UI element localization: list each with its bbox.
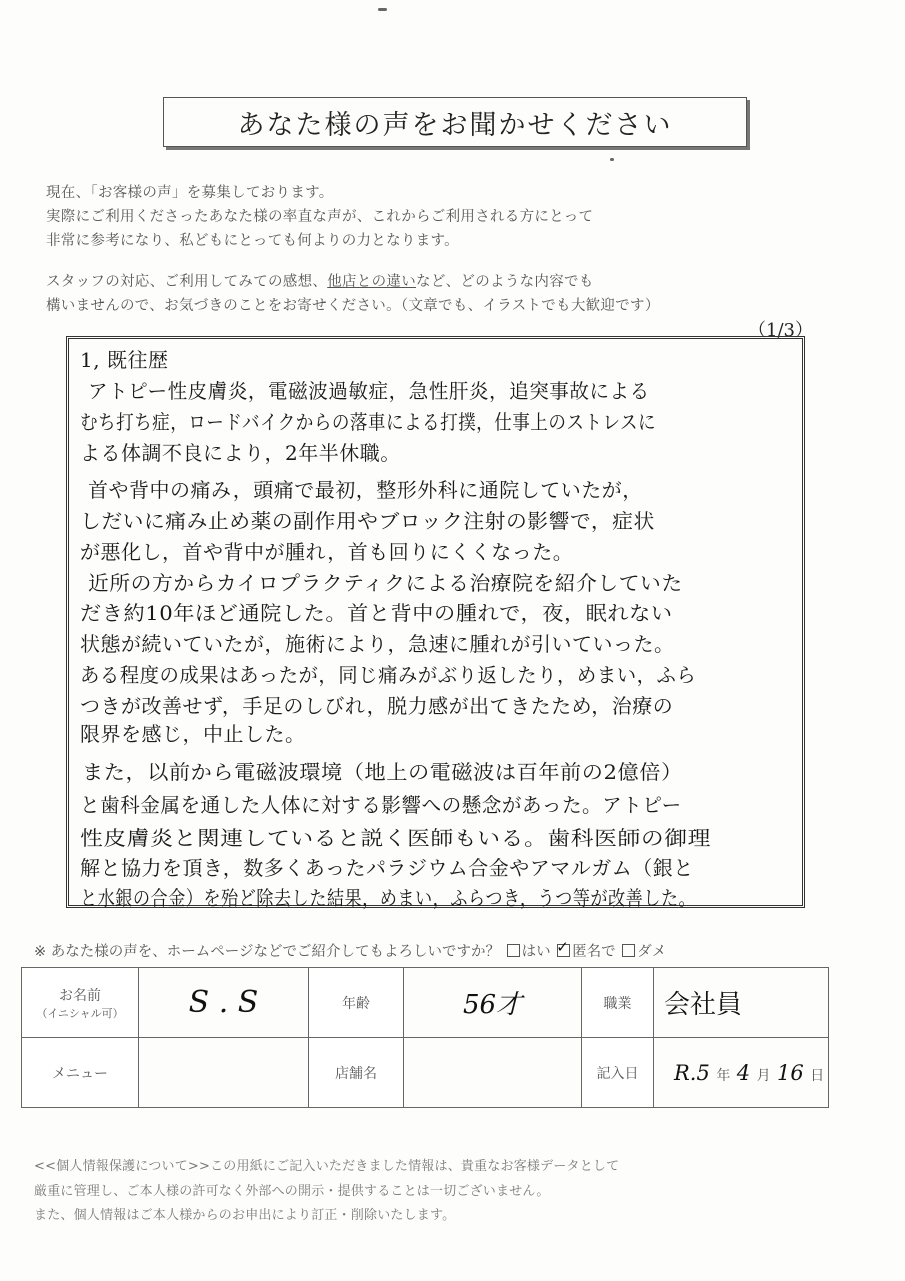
store-field[interactable] [404,1038,582,1108]
table-row [22,968,829,1038]
job-field[interactable] [654,968,829,1038]
month-unit: 月 [756,1067,771,1084]
intro-line-1: 現在、「お客様の声」を募集しております。 [46,185,334,201]
checkbox-yes[interactable] [507,944,520,957]
year-unit: 年 [716,1067,731,1084]
form-title-text: あなた様の声をお聞かせください [237,109,673,141]
name-value: S . S [188,985,259,1020]
intro-line-2: 実際にご利用くださったあなた様の率直な声が、これからご利用される方にとって [46,209,594,225]
handwritten-line: 近所の方からカイロプラクティクによる治療院を紹介していた [88,571,683,595]
date-era: R.5 [674,1060,710,1085]
handwritten-line: ある程度の成果はあったが，同じ痛みがぶり返したり，めまい，ふら [80,663,697,687]
menu-field[interactable] [139,1038,309,1108]
handwritten-line: また，以前から電磁波環境（地上の電磁波は百年前の2億倍） [82,760,683,784]
intro-line-3: 非常に参考になり、私どもにとっても何よりの力となります。 [46,233,459,249]
job-label: 職業 [582,968,654,1038]
intro-line-4-end: など、どのような内容でも [416,274,594,290]
option-no-label: ダメ [637,944,667,960]
name-field[interactable] [139,968,309,1038]
handwritten-line: アトピー性皮膚炎，電磁波過敏症，急性肝炎，追突事故による [88,379,650,403]
scan-speck [378,8,387,11]
permission-question [34,940,666,961]
handwritten-line: つきが改善せず，手足のしびれ，脱力感が出てきたため，治療の [80,694,674,718]
handwritten-line: 性皮膚炎と関連していると説く医師もいる。歯科医師の御理 [80,826,711,850]
date-label: 記入日 [582,1038,654,1108]
handwritten-line: 限界を感じ，中止した。 [80,722,306,746]
name-label: お名前 [59,987,101,1004]
table-row [22,1038,829,1108]
option-anonymous-label: 匿名で [572,944,616,960]
intro-line-5: 構いませんので、お気づきのことをお寄せください。（文章でも、イラストでも大歓迎です） [46,298,660,314]
option-yes-label: はい [521,944,551,960]
intro-line-4 [46,270,594,291]
permission-question-text: ※ あなた様の声を、ホームページなどでご紹介してもよろしいですか？ [34,944,500,960]
customer-info-table [21,967,829,1108]
privacy-line-3: また、個人情報はご本人様からのお申出により訂正・削除いたします。 [34,1208,456,1223]
date-day: 16 [777,1060,804,1085]
checkbox-no[interactable] [622,944,635,957]
store-label: 店舗名 [309,1038,404,1108]
intro-line-4-start: スタッフの対応、ご利用してみての感想、 [46,274,328,290]
age-value: 56才 [462,990,523,1020]
handwritten-line: 状態が続いていたが，施術により，急速に腫れが引いていった。 [80,632,675,656]
form-title [163,97,747,147]
job-value: 会社員 [664,990,743,1020]
handwritten-line: 1, 既往歴 [80,348,169,372]
scan-speck [610,158,614,161]
name-label-cell [22,968,139,1038]
handwritten-line: 首や背中の痛み，頭痛で最初，整形外科に通院していたが， [88,478,643,502]
handwritten-line: と水銀の合金）を殆ど除去した結果，めまい，ふらつき，うつ等が改善した。 [80,886,697,910]
privacy-line-2: 厳重に管理し、ご本人様の許可なく外部への開示・提供することは一切ございません。 [34,1184,550,1199]
handwritten-line: だき約10年ほど通院した。首と背中の腫れで，夜，眠れない [80,601,673,625]
handwritten-line: が悪化し，首や背中が腫れ，首も回りにくくなった。 [80,540,574,564]
handwritten-line: と歯科金属を通した人体に対する影響への懸念があった。アトピー [80,793,682,817]
privacy-line-1: <<個人情報保護について>>この用紙にご記入いただきました情報は、貴重なお客様データとして [34,1159,620,1174]
day-unit: 日 [810,1067,825,1084]
date-month: 4 [736,1060,751,1085]
page-number: （1/3） [748,320,813,341]
handwritten-line: むち打ち症，ロードバイクからの落車による打撲，仕事上のストレスに [80,410,657,434]
handwritten-line: 解と協力を頂き，数多くあったパラジウム合金やアマルガム（銀と [80,856,694,880]
handwritten-line: しだいに痛み止め薬の副作用やブロック注射の影響で，症状 [80,509,655,533]
handwritten-line: よる体調不良により，2年半休職。 [80,441,401,465]
intro-underlined-phrase: 他店との違い [327,274,417,290]
menu-label: メニュー [22,1038,139,1108]
checkbox-anonymous[interactable] [557,944,570,957]
age-label: 年齢 [309,968,404,1038]
age-field[interactable] [404,968,582,1038]
date-field[interactable] [654,1038,829,1108]
name-sublabel: （イニシャル可） [36,1006,124,1020]
